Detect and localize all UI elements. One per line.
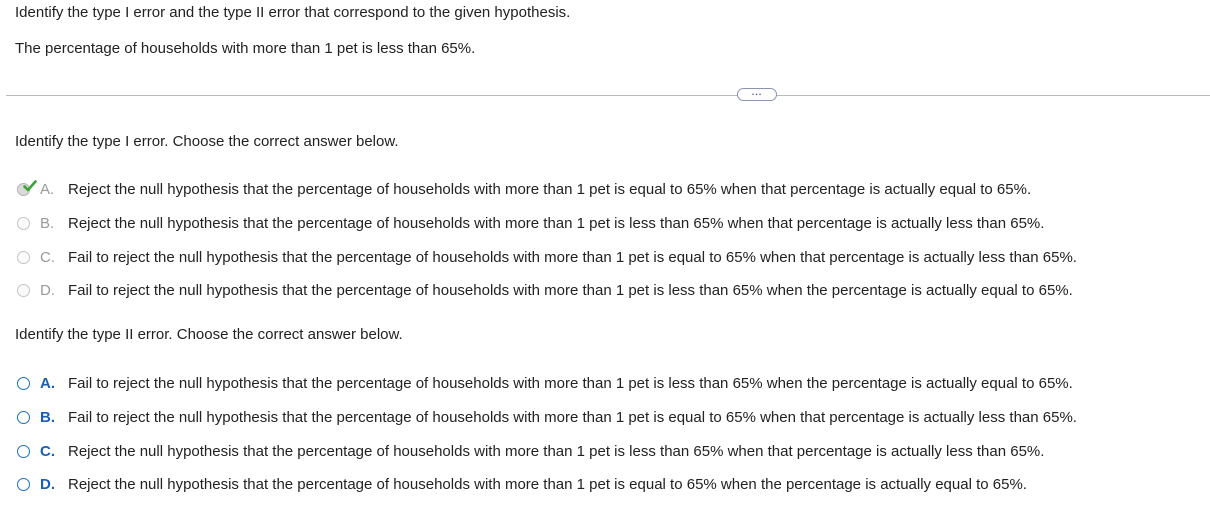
part2-option-d[interactable] — [17, 473, 1027, 495]
option-text: Reject the null hypothesis that the percentage of households with more than 1 pet is less than 65% when that percentage is actually less than 65%. — [68, 214, 1045, 232]
radio-button-icon[interactable] — [17, 478, 30, 491]
option-text: Reject the null hypothesis that the percentage of households with more than 1 pet is equal to 65% when that percentage is actually equal to 65%. — [68, 180, 1032, 198]
part1-option-d[interactable] — [17, 279, 1073, 301]
option-letter: D. — [40, 281, 55, 299]
option-text: Fail to reject the null hypothesis that the percentage of households with more than 1 pet is less than 65% when the percentage is actually equal to 65%. — [68, 374, 1073, 392]
option-text: Fail to reject the null hypothesis that the percentage of households with more than 1 pet is equal to 65% when that percentage is actually less than 65%. — [68, 408, 1077, 426]
part1-option-b[interactable] — [17, 212, 1044, 234]
option-text: Reject the null hypothesis that the percentage of households with more than 1 pet is less than 65% when that percentage is actually less than 65%. — [68, 442, 1045, 460]
radio-button-icon[interactable] — [17, 217, 30, 230]
part2-option-b[interactable] — [17, 406, 1077, 428]
hypothesis-statement: The percentage of households with more than 1 pet is less than 65%. — [15, 40, 476, 57]
option-letter: C. — [40, 442, 55, 460]
part2-prompt: Identify the type II error. Choose the correct answer below. — [15, 326, 403, 343]
question-instruction: Identify the type I error and the type II error that correspond to the given hypothesis. — [15, 4, 571, 21]
part1-option-c[interactable] — [17, 246, 1077, 268]
correct-check-icon — [23, 179, 37, 193]
option-letter: B. — [40, 408, 55, 426]
option-text: Fail to reject the null hypothesis that the percentage of households with more than 1 pet is less than 65% when the percentage is actually equal to 65%. — [68, 281, 1073, 299]
radio-button-icon[interactable] — [17, 377, 30, 390]
radio-button-icon[interactable] — [17, 411, 30, 424]
radio-button-icon[interactable] — [17, 445, 30, 458]
option-text: Fail to reject the null hypothesis that the percentage of households with more than 1 pet is equal to 65% when that percentage is actually less than 65%. — [68, 248, 1077, 266]
part2-option-c[interactable] — [17, 440, 1044, 462]
radio-button-icon[interactable] — [17, 284, 30, 297]
radio-selected-icon[interactable] — [17, 183, 30, 196]
option-letter: D. — [40, 475, 55, 493]
more-dots-icon: ... — [751, 87, 763, 97]
section-divider — [6, 95, 1210, 96]
radio-button-icon[interactable] — [17, 251, 30, 264]
option-letter: C. — [40, 248, 55, 266]
part2-option-a[interactable] — [17, 372, 1073, 394]
part1-prompt: Identify the type I error. Choose the correct answer below. — [15, 133, 399, 150]
option-letter: A. — [40, 180, 55, 198]
option-letter: A. — [40, 374, 55, 392]
option-text: Reject the null hypothesis that the percentage of households with more than 1 pet is equal to 65% when the percentage is actually equal to 65%. — [68, 475, 1027, 493]
option-letter: B. — [40, 214, 55, 232]
expand-more-button[interactable] — [737, 88, 777, 101]
part1-option-a[interactable] — [17, 178, 1031, 200]
